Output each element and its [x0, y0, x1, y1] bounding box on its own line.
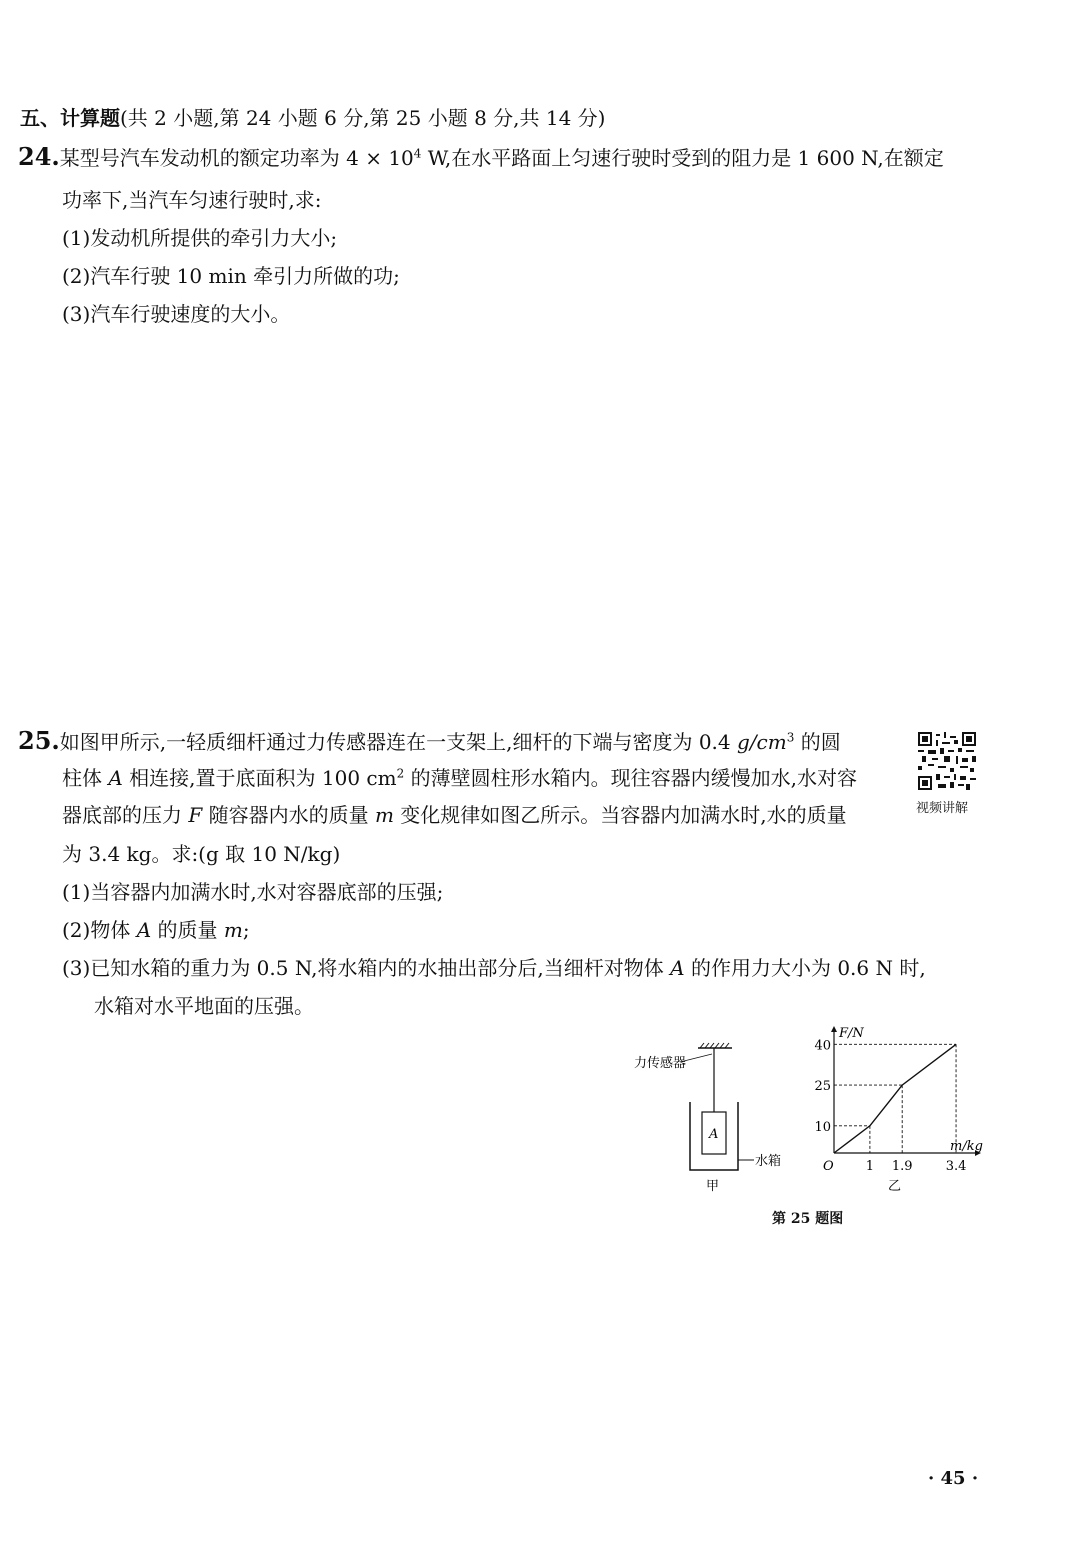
q24-exponent: 4	[413, 146, 422, 161]
sensor-label: 力传感器	[634, 1056, 687, 1071]
q25-l2-a: 柱体	[62, 766, 109, 790]
cylinder-a-label: A	[709, 1127, 719, 1142]
q25-sub2-a: (2)物体	[62, 918, 137, 942]
q25-l3-F: F	[188, 803, 203, 827]
q25-sub-1: (1)当容器内加满水时,水对容器底部的压强;	[62, 880, 444, 904]
q25-l3-c: 变化规律如图乙所示。当容器内加满水时,水的质量	[393, 803, 847, 827]
q24-line-1	[18, 143, 944, 172]
q25-sub2-m: m	[223, 918, 243, 942]
y-tick-label: 10	[814, 1119, 831, 1135]
y-axis-label: F/N	[839, 1026, 864, 1041]
y-tick-label: 40	[814, 1038, 831, 1054]
graph-yi	[814, 1026, 982, 1194]
q24-sub-2: (2)汽车行驶 10 min 牵引力所做的功;	[62, 264, 400, 288]
section-note: (共 2 小题,第 24 小题 6 分,第 25 小题 8 分,共 14 分)	[120, 106, 606, 130]
q24-line-2: 功率下,当汽车匀速行驶时,求:	[62, 188, 322, 212]
x-tick-label: 1	[865, 1159, 875, 1174]
q25-l3-a: 器底部的压力	[62, 803, 189, 827]
q24-sub-1: (1)发动机所提供的牵引力大小;	[62, 226, 338, 250]
q25-line-3	[62, 801, 847, 829]
figure-caption: 第 25 题图	[772, 1211, 844, 1227]
q25-sub2-b: 的质量	[151, 918, 224, 942]
q25-sub-3-cont: 水箱对水平地面的压强。	[94, 994, 314, 1018]
q25-number: 25.	[18, 726, 60, 755]
q25-line-2	[62, 764, 857, 792]
x-tick-label: 3.4	[945, 1159, 967, 1174]
q25-sub3-a: (3)已知水箱的重力为 0.5 N,将水箱内的水抽出部分后,当细杆对物体	[62, 956, 671, 980]
q25-sub2-c: ;	[242, 918, 250, 942]
q25-l2-A: A	[108, 766, 123, 790]
q24-sub-3: (3)汽车行驶速度的大小。	[62, 302, 291, 326]
q25-l2-c: 的薄壁圆柱形水箱内。现往容器内缓慢加水,水对容	[404, 766, 857, 790]
q25-l1-b: 的圆	[794, 730, 841, 754]
q25-line-1	[18, 727, 841, 756]
q25-l1-unit: g/cm	[737, 730, 787, 754]
q25-l1-a: 如图甲所示,一轻质细杆通过力传感器连在一支架上,细杆的下端与密度为 0.4	[59, 730, 738, 754]
caption-jia: 甲	[706, 1179, 720, 1194]
qr-code-icon[interactable]	[918, 732, 976, 790]
figure-25	[620, 1018, 1000, 1198]
y-tick-label: 25	[814, 1079, 831, 1095]
diagram-jia	[634, 1043, 781, 1194]
q24-text-b: W,在水平路面上匀速行驶时受到的阻力是 1 600 N,在额定	[421, 146, 944, 170]
q25-sub-3	[62, 954, 926, 982]
q25-l3-b: 随容器内水的质量	[202, 803, 375, 827]
tank-label: 水箱	[755, 1154, 782, 1169]
q25-l3-m: m	[374, 803, 394, 827]
q25-sub3-b: 的作用力大小为 0.6 N 时,	[684, 956, 926, 980]
caption-yi: 乙	[888, 1179, 902, 1194]
x-axis-label: m/kg	[950, 1139, 983, 1154]
y-axis-arrow-icon	[831, 1026, 837, 1032]
q25-sub2-A: A	[136, 918, 152, 942]
q24-number: 24.	[18, 142, 60, 171]
q25-line-4: 为 3.4 kg。求:(g 取 10 N/kg)	[62, 842, 341, 866]
q24-text-a: 某型号汽车发动机的额定功率为 4 × 10	[59, 146, 414, 170]
series-line	[834, 1044, 956, 1153]
q25-sub-2	[62, 916, 250, 944]
section-title: 五、计算题	[20, 106, 120, 130]
origin-label: O	[823, 1159, 834, 1174]
x-tick-label: 1.9	[891, 1159, 913, 1174]
q25-l2-sup: 2	[396, 766, 405, 781]
q25-sub3-A: A	[670, 956, 685, 980]
qr-label: 视频讲解	[916, 801, 969, 816]
page-number: · 45 ·	[928, 1468, 979, 1489]
section-header	[20, 104, 606, 132]
q25-l2-b: 相连接,置于底面积为 100 cm	[122, 766, 397, 790]
q25-l1-sup: 3	[786, 730, 795, 745]
